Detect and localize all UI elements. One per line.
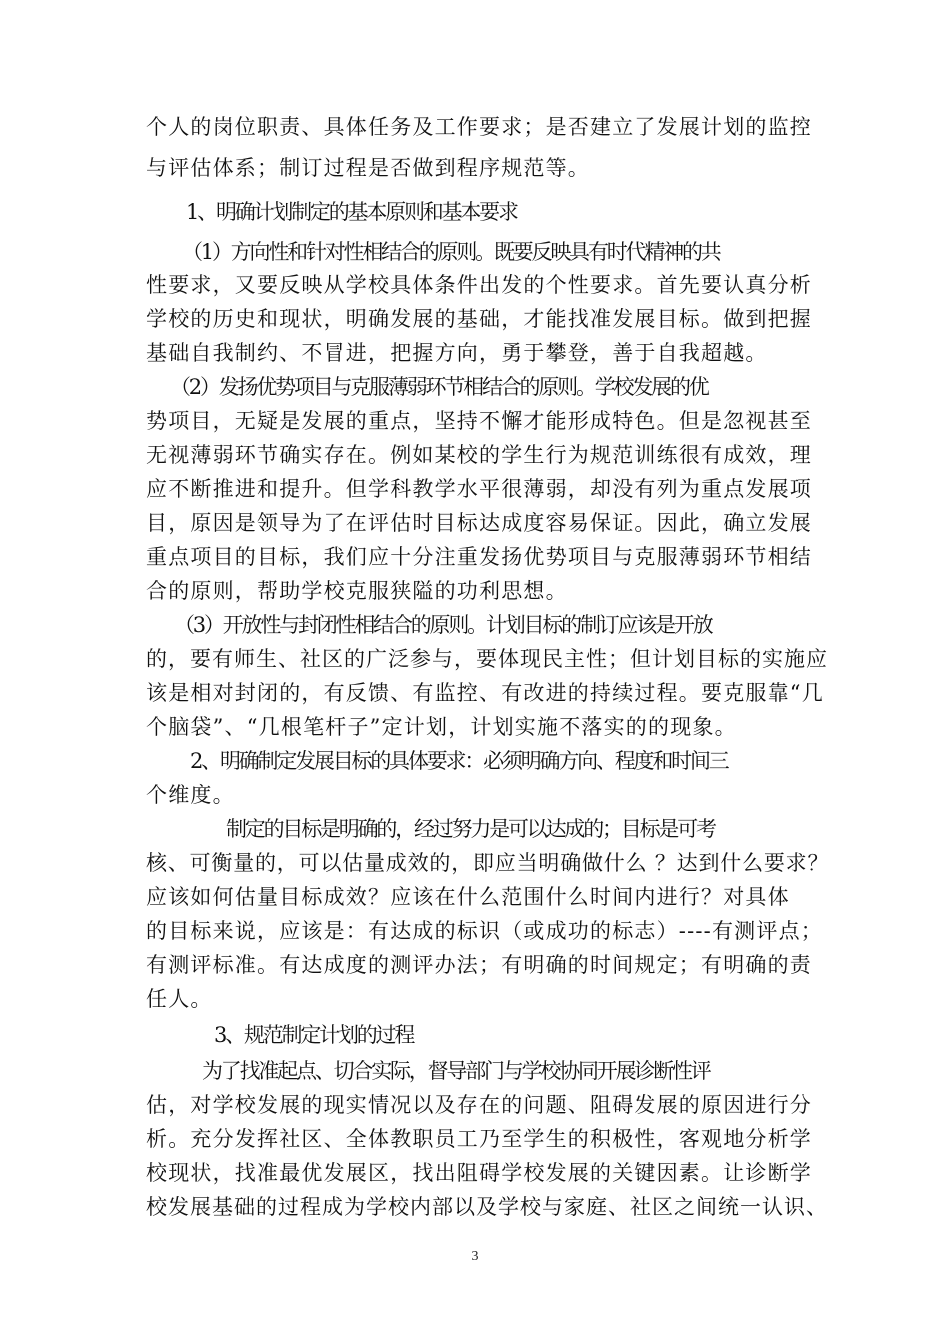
text-line: 为了找准起点、切合实际，督导部门与学校协同开展诊断性评 [202, 1059, 710, 1083]
text-line: 个人的岗位职责、具体任务及工作要求；是否建立了发展计划的监控 [146, 115, 812, 139]
text-line: （2）发扬优势项目与克服薄弱环节相结合的原则。学校发展的优 [170, 375, 708, 399]
text-line: 合的原则，帮助学校克服狭隘的功利思想。 [146, 579, 568, 603]
text-line: 制定的目标是明确的，经过努力是可以达成的；目标是可考 [226, 817, 715, 841]
text-line: 析。充分发挥社区、全体教职员工乃至学生的积极性，客观地分析学 [146, 1127, 812, 1151]
text-line: 应不断推进和提升。但学科教学水平很薄弱，却没有列为重点发展项 [146, 477, 812, 501]
text-line: 性要求，又要反映从学校具体条件出发的个性要求。首先要认真分析 [146, 273, 812, 297]
text-line: 有测评标准。有达成度的测评办法；有明确的时间规定；有明确的责 [146, 953, 812, 977]
text-line: 重点项目的目标，我们应十分注重发扬优势项目与克服薄弱环节相结 [146, 545, 812, 569]
text-line: 无视薄弱环节确实存在。例如某校的学生行为规范训练很有成效，理 [146, 443, 812, 467]
text-line: 的，要有师生、社区的广泛参与，要体现民主性；但计划目标的实施应 [146, 647, 828, 671]
text-line: 校现状，找准最优发展区，找出阻碍学校发展的关键因素。让诊断学 [146, 1161, 812, 1185]
text-line: 应该如何估量目标成效？应该在什么范围什么时间内进行？对具体 [146, 885, 790, 909]
page-number: 3 [471, 1249, 479, 1264]
text-line: 个维度。 [146, 783, 235, 807]
text-line: 个脑袋”、“几根笔杆子”定计划，计划实施不落实的的现象。 [146, 715, 737, 739]
text-line: 核、可衡量的，可以估量成效的，即应当明确做什么 ？达到什么要求？ [146, 851, 830, 875]
text-line: 估，对学校发展的现实情况以及存在的问题、阻碍发展的原因进行分 [146, 1093, 812, 1117]
text-line: （1）方向性和针对性相结合的原则。既要反映具有时代精神的共 [182, 240, 720, 264]
section-heading: 1、明确计划制定的基本原则和基本要求 [186, 200, 517, 224]
section-heading: 2、明确制定发展目标的具体要求：必须明确方向、程度和时间三 [190, 749, 728, 773]
text-line: 学校的历史和现状，明确发展的基础，才能找准发展目标。做到把握 [146, 307, 812, 331]
text-line: 势项目，无疑是发展的重点，坚持不懈才能形成特色。但是忽视甚至 [146, 409, 812, 433]
text-line: 校发展基础的过程成为学校内部以及学校与家庭、社区之间统一认识、 [146, 1195, 828, 1219]
text-line: 的目标来说，应该是：有达成的标识（或成功的标志）----有测评点； [146, 919, 823, 943]
text-line: 与评估体系；制订过程是否做到程序规范等。 [146, 156, 590, 180]
text-line: 任人。 [146, 987, 213, 1011]
text-line: 基础自我制约、不冒进，把握方向，勇于攀登，善于自我超越。 [146, 341, 768, 365]
text-line: （3）开放性与封闭性相结合的原则。计划目标的制订应该是开放 [174, 613, 712, 637]
section-heading: 3、规范制定计划的过程 [214, 1023, 414, 1047]
text-line: 目，原因是领导为了在评估时目标达成度容易保证。因此，确立发展 [146, 511, 812, 535]
text-line: 该是相对封闭的，有反馈、有监控、有改进的持续过程。要克服靠“几 [146, 681, 824, 705]
